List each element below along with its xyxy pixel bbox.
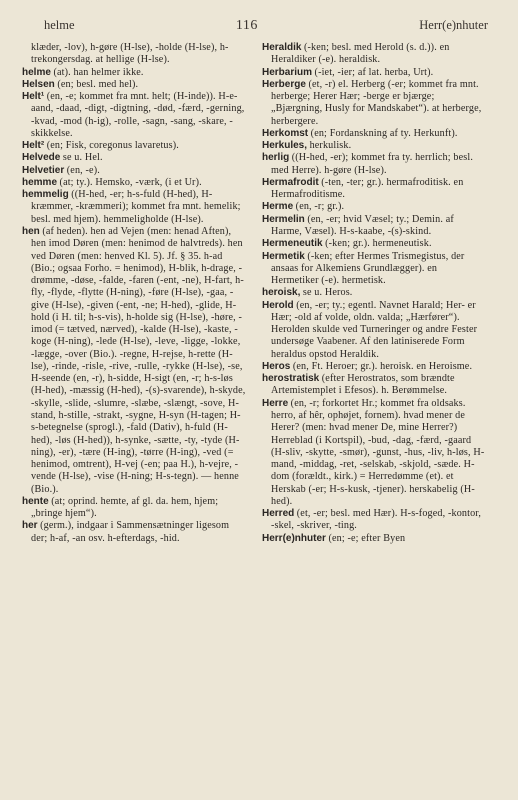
dictionary-entry (262, 287, 486, 299)
entry-definition: (en, -er; hvid Væsel; ty.; Demin. af Harme, Væsel). H-s-kaabe, -(s)-skind. (271, 213, 454, 237)
entry-headword: Hermetik (262, 250, 305, 262)
dictionary-entry (22, 226, 246, 496)
entry-definition: (en, -e; kommet fra mnt. helt; (H-inde)). H-e-aand, -daad, -digt, -digtning, -død, -færd, -gerning, -kvad, -mod (h-ig), -rolle, -sagn, -sang, -skare, -skikkelse. (31, 91, 245, 139)
entry-definition: (af heden). hen ad Vejen (men: henad Aften), hen imod Døren (men: henimod de halvtreds). hen ved Døren (men: henved Kl. 5). Jf. § 35. h-ad (Bio.; ogsaa Forho. = henimod), H-blik, h-drage, -drømme, -døse, -falde, -faren (-ent, -ne), H-fart, h-fly, -flyde, -flytte (H-ning), -føre (H-lse), -gaa, -give (H-lse), -given (-ent, -ne; H-hed), -glide, H-hold (i H. til; h-s-vis), h-holde sig (H-lse), -høre, -imod (= tætved, nærved), -kalde (H-lse), -kaste, -koge (H-ning), -lede (H-lse), -leve, -ligge, -lokke, -lægge, -over (Bio.). -regne, H-rejse, h-rette (H-lse), -rinde, -risle, -rive, -rulle, -rykke (H-lse), -se, H-seende (en, -r), h-sidde, H-sigt (en, -r; h-s-løs (H-hed), -mæssig (H-hed), -(s)-svarende), h-skyde, -skylle, -slide, -slumre, -slæbe, -slængt, -sove, H-stand, h-stille, -strakt, -sygne, H-syn (H-tagen; H-s-betegnelse (sprogl.), -fald (Dativ), h-fuld (H-hed), -løs (H-hed)), h-synke, -sætte, -ty, -tyde (H-ning), -er), -tære (H-ing), -tørre (H-ing), -ved (= henimod, omtrent), H-vej (-en; paa H.), h-vejre, -vende (H-lse), -vise (H-ning; H-s-tegn). — henne (Bio.). (31, 225, 246, 495)
entry-headword: Helt² (22, 140, 45, 152)
entry-definition: (et, -er; besl. med Hær). H-s-foged, -kontor, -skel, -skriver, -ting. (271, 508, 482, 532)
dictionary-entry (262, 140, 486, 152)
entry-headword: hente (22, 495, 49, 507)
entry-definition: (en, Ft. Heroer; gr.). heroisk. en Heroisme. (292, 360, 473, 372)
entry-headword: hen (22, 225, 40, 237)
dictionary-entry (22, 165, 246, 177)
entry-headword: helme (22, 66, 51, 78)
entry-definition: (-ken; efter Hermes Trismegistus, der ansaas for Alkemiens Grundlægger). en Hermetiker (-e). hermetisk. (271, 250, 465, 287)
dictionary-entry (262, 300, 486, 361)
header-right-guideword: Herr(e)nhuter (419, 18, 488, 32)
page-number: 116 (235, 18, 258, 33)
dictionary-entry (262, 128, 486, 140)
dictionary-entry (262, 361, 486, 373)
dictionary-entry (262, 508, 486, 533)
dictionary-entry (262, 238, 486, 250)
entry-headword: Helt¹ (22, 91, 45, 103)
dictionary-entry (22, 79, 246, 91)
dictionary-entry (22, 189, 246, 226)
entry-definition: (-ken; besl. med Herold (s. d.)). en Heraldiker (-e). heraldisk. (271, 42, 450, 66)
entry-definition: se u. Heros. (302, 287, 353, 299)
entry-definition: ((H-hed, -er; h-s-fuld (H-hed), H-kræmmer, -kræmmeri); kommet fra mnt. hemelik; besl. med hjem). hemmeligholde (H-lse). (31, 189, 241, 225)
entry-headword: Helvede (22, 152, 61, 164)
entry-headword: hemmelig (22, 189, 69, 201)
entry-definition: (at). han helmer ikke. (53, 66, 144, 78)
entry-headword: Herold (262, 299, 294, 311)
entry-headword: Herbarium (262, 66, 313, 78)
entry-definition: se u. Hel. (62, 152, 103, 164)
dictionary-entry (262, 152, 486, 177)
entry-definition: klæder, -lov), h-gøre (H-lse), -holde (H-lse), h-trekongersdag. at hellige (H-lse). (31, 42, 229, 66)
entry-definition: (en; Fordanskning af ty. Herkunft). (310, 127, 458, 139)
entry-definition: (-ken; gr.). hermeneutisk. (325, 238, 432, 250)
page-header (44, 18, 488, 34)
entry-headword: Herkomst (262, 127, 309, 139)
entry-definition: (at; ty.). Hemsko, -værk, (i et Ur). (59, 176, 202, 188)
entry-headword: herlig (262, 152, 290, 164)
entry-definition: (en; besl. med hel). (57, 78, 139, 90)
dictionary-entry (262, 398, 486, 508)
entry-headword: Heros (262, 360, 291, 372)
dictionary-entry (262, 177, 486, 202)
entry-headword: Hermafrodit (262, 176, 319, 188)
entry-definition: (at; oprind. hemte, af gl. da. hem, hjem; „bringe hjem“). (31, 495, 219, 520)
entry-definition: (germ.), indgaar i Sammensætninger ligesom der; h-af, -an osv. h-efterdags, -hid. (31, 520, 230, 544)
dictionary-entry (262, 214, 486, 239)
header-left-guideword: helme (44, 18, 75, 32)
entry-headword: Helsen (22, 78, 55, 90)
entry-definition: (-ten, -ter; gr.). hermafroditisk. en Hermafroditisme. (271, 176, 464, 201)
dictionary-entry (262, 251, 486, 288)
entry-definition: (en, -er; ty.; egentl. Navnet Harald; Her- er Hær; -old af volde, oldn. valda; „Hærfører“). Herolden skulde ved Turneringer og andre Fester undersøge Vaabener. Af den latiniserede Form heraldus opstod Heraldik. (271, 299, 478, 360)
entry-definition: ((H-hed, -er); kommet fra ty. herrlich; besl. med Herre). h-gøre (H-lse). (271, 152, 474, 176)
entry-headword: Herred (262, 508, 295, 520)
right-column (262, 42, 486, 545)
dictionary-entry (262, 533, 486, 545)
dictionary-entry (22, 520, 246, 545)
entry-headword: Heraldik (262, 42, 302, 53)
dictionary-entry (22, 140, 246, 152)
entry-headword: heroisk, (262, 287, 301, 299)
entry-headword: Hermeneutik (262, 238, 323, 250)
entry-definition: (en; Fisk, coregonus lavaretus). (46, 140, 179, 152)
dictionary-entry (22, 67, 246, 79)
entry-headword: Hermelin (262, 213, 305, 225)
dictionary-entry (262, 201, 486, 213)
entry-definition: herkulisk. (309, 140, 352, 152)
dictionary-entry (22, 91, 246, 140)
entry-headword: Herr(e)nhuter (262, 532, 326, 544)
dictionary-entry (22, 152, 246, 164)
entry-definition: (en, -r; forkortet Hr.; kommet fra oldsaks. herro, af hêr, ophøjet, fornem). hvad mener de Herer? (men: hvad mener De, mine Herrer?) Herreblad (i Kortspil), -bud, -dag, -færd, -gaard (H-sliv, -skytte, -smør), -gunst, -hus, -liv, h-løs, H-mand, -middag, -ret, -selskab, -skjold, -sæde. H-dom (forældt., kirk.) = Herredømme (et). et Herskab (-er; H-s-kusk, -tjener). herskabelig (H-hed). (271, 397, 485, 507)
entry-definition: (en, -r; gr.). (295, 201, 345, 213)
entry-definition: (-iet, -ier; af lat. herba, Urt). (314, 66, 434, 78)
dictionary-entry (262, 42, 486, 67)
dictionary-entry (22, 177, 246, 189)
dictionary-entry (22, 496, 246, 521)
entry-headword: Herberge (262, 78, 306, 90)
entry-definition: (en, -e). (66, 164, 100, 176)
entry-headword: Herre (262, 397, 289, 409)
dictionary-entry (262, 79, 486, 128)
dictionary-entry (262, 373, 486, 398)
entry-headword: hemme (22, 176, 58, 188)
entry-headword: Herkules, (262, 140, 308, 152)
entry-headword: Helvetier (22, 164, 65, 176)
entry-headword: herostratisk (262, 373, 320, 385)
entry-headword: Herme (262, 201, 294, 213)
entry-headword: her (22, 520, 38, 532)
entry-definition: (efter Herostratos, som brændte Artemistemplet i Efesos). h. Berømmelse. (271, 373, 455, 397)
entry-definition: (en; -e; efter Byen (328, 532, 406, 544)
dictionary-entry (22, 42, 246, 67)
left-column (22, 42, 246, 545)
entry-definition: (et, -r) el. Herberg (-er; kommet fra mnt. herberge; Herer Hær; -berge er bjærge; „Bjærgning, Husly for Mandskabet“). at herberge, herbergere. (271, 78, 482, 127)
dictionary-entry (262, 67, 486, 79)
